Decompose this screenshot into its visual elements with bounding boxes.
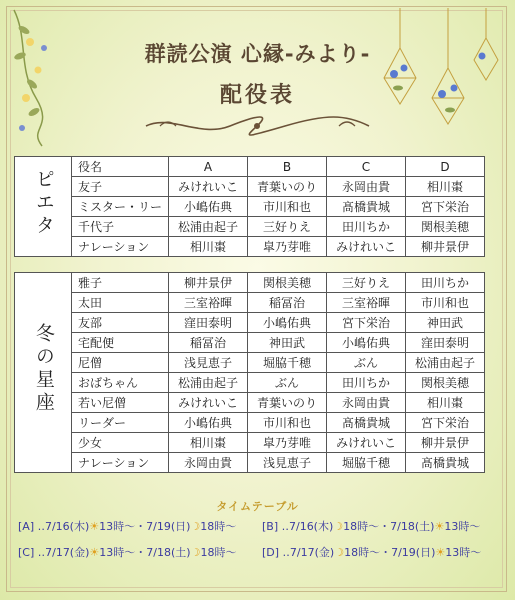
actor-cell: 髙橋貴城 bbox=[406, 453, 485, 473]
cast-header: C bbox=[327, 157, 406, 177]
actor-cell: 皐乃芽唯 bbox=[248, 433, 327, 453]
table-row bbox=[15, 353, 485, 373]
actor-cell: みけれいこ bbox=[169, 177, 248, 197]
sun-icon: ☀ bbox=[89, 520, 100, 533]
table-row bbox=[15, 293, 485, 313]
group-label-pieta bbox=[15, 157, 72, 257]
actor-cell: 窪田泰明 bbox=[406, 333, 485, 353]
table-row bbox=[15, 217, 485, 237]
actor-cell: 相川棗 bbox=[406, 393, 485, 413]
role-name: リーダー bbox=[72, 413, 169, 433]
group-label-text: ピエタ bbox=[32, 168, 55, 238]
slot-label: [B] bbox=[262, 520, 279, 533]
role-name: 友部 bbox=[72, 313, 169, 333]
slot-separator: ・ bbox=[135, 546, 147, 559]
table-row bbox=[15, 237, 485, 257]
role-name: ナレーション bbox=[72, 237, 169, 257]
timetable-title: タイムテーブル bbox=[216, 500, 299, 513]
schedule-slot-d: [D] ‥7/17(金)☽18時～・7/19(日)☀13時～ bbox=[262, 546, 482, 559]
moon-icon: ☽ bbox=[334, 546, 345, 559]
actor-cell: 稲冨治 bbox=[169, 333, 248, 353]
role-name: 宅配便 bbox=[72, 333, 169, 353]
actor-cell: みけれいこ bbox=[327, 237, 406, 257]
actor-cell: 関根美穂 bbox=[406, 217, 485, 237]
schedule-slot-a: [A] ‥7/16(木)☀13時～・7/19(日)☽18時～ bbox=[18, 520, 237, 533]
table-row bbox=[15, 433, 485, 453]
actor-cell: みけれいこ bbox=[327, 433, 406, 453]
actor-cell: 関根美穂 bbox=[406, 373, 485, 393]
table-row bbox=[15, 177, 485, 197]
role-name: 少女 bbox=[72, 433, 169, 453]
actor-cell: 永岡由貴 bbox=[169, 453, 248, 473]
role-name: 尼僧 bbox=[72, 353, 169, 373]
actor-cell: 神田武 bbox=[248, 333, 327, 353]
schedule-slot-b: [B] ‥7/16(木)☽18時～・7/18(土)☀13時～ bbox=[262, 520, 481, 533]
table-row bbox=[15, 393, 485, 413]
actor-cell: 田川ちか bbox=[406, 273, 485, 293]
actor-cell: 青葉いのり bbox=[248, 393, 327, 413]
table-row bbox=[15, 313, 485, 333]
scroll-divider-decoration bbox=[140, 112, 375, 140]
slot-separator: ・ bbox=[135, 520, 147, 533]
actor-cell: 市川和也 bbox=[248, 413, 327, 433]
actor-cell: 市川和也 bbox=[406, 293, 485, 313]
role-name: 太田 bbox=[72, 293, 169, 313]
actor-cell: 小嶋佑典 bbox=[169, 197, 248, 217]
slot-date: 7/18(土) bbox=[146, 546, 191, 559]
slot-label: [D] bbox=[262, 546, 280, 559]
actor-cell: 髙橋貴城 bbox=[327, 197, 406, 217]
slot-time: 18時～ bbox=[200, 520, 237, 533]
slot-time: 13時～ bbox=[444, 520, 481, 533]
actor-cell: 窪田泰明 bbox=[169, 313, 248, 333]
table-row bbox=[15, 273, 485, 293]
slot-date: 7/18(土) bbox=[390, 520, 435, 533]
moon-icon: ☽ bbox=[190, 520, 201, 533]
role-name: ミスター・リー bbox=[72, 197, 169, 217]
role-name: 友子 bbox=[72, 177, 169, 197]
actor-cell: 相川棗 bbox=[169, 433, 248, 453]
table-row bbox=[15, 413, 485, 433]
actor-cell: 松浦由起子 bbox=[406, 353, 485, 373]
sun-icon: ☀ bbox=[435, 546, 446, 559]
actor-cell: 堀脇千穂 bbox=[248, 353, 327, 373]
actor-cell: 浅見恵子 bbox=[169, 353, 248, 373]
actor-cell: 小嶋佑典 bbox=[248, 313, 327, 333]
actor-cell: 田川ちか bbox=[327, 373, 406, 393]
slot-label: [C] bbox=[18, 546, 35, 559]
page-subtitle: 配役表 bbox=[219, 83, 295, 108]
cast-header: B bbox=[248, 157, 327, 177]
table-row bbox=[15, 373, 485, 393]
slot-date: 7/16(木) bbox=[288, 520, 334, 533]
cast-header: A bbox=[169, 157, 248, 177]
group-label-fuyu-no-seiza bbox=[15, 273, 72, 473]
actor-cell: 柳井景伊 bbox=[406, 433, 485, 453]
slot-time: 18時～ bbox=[343, 520, 380, 533]
schedule-slot-c: [C] ‥7/17(金)☀13時～・7/18(土)☽18時～ bbox=[18, 546, 237, 559]
actor-cell: 宮下栄治 bbox=[327, 313, 406, 333]
group-label-text: 冬の星座 bbox=[32, 323, 55, 416]
actor-cell: 永岡由貴 bbox=[327, 177, 406, 197]
role-name: おばちゃん bbox=[72, 373, 169, 393]
actor-cell: 三室裕暉 bbox=[169, 293, 248, 313]
actor-cell: 関根美穂 bbox=[248, 273, 327, 293]
sun-icon: ☀ bbox=[434, 520, 445, 533]
role-name: 雅子 bbox=[72, 273, 169, 293]
slot-separator: ・ bbox=[379, 520, 391, 533]
actor-cell: 皐乃芽唯 bbox=[248, 237, 327, 257]
role-header: 役名 bbox=[72, 157, 169, 177]
cast-table-pieta bbox=[14, 156, 485, 257]
actor-cell: 浅見恵子 bbox=[248, 453, 327, 473]
actor-cell: 三室裕暉 bbox=[327, 293, 406, 313]
table-row bbox=[15, 197, 485, 217]
actor-cell: 松浦由起子 bbox=[169, 373, 248, 393]
slot-time: 18時～ bbox=[344, 546, 381, 559]
actor-cell: 相川棗 bbox=[406, 177, 485, 197]
role-name: 若い尼僧 bbox=[72, 393, 169, 413]
slot-date: 7/19(日) bbox=[391, 546, 436, 559]
slot-separator: ・ bbox=[380, 546, 392, 559]
slot-time: 18時～ bbox=[200, 546, 237, 559]
actor-cell: 市川和也 bbox=[248, 197, 327, 217]
page-title: 群読公演 心縁-みより- bbox=[144, 42, 371, 66]
actor-cell: 宮下栄治 bbox=[406, 413, 485, 433]
slot-label: [A] bbox=[18, 520, 35, 533]
actor-cell: ぶん bbox=[327, 353, 406, 373]
slot-date: 7/17(金) bbox=[45, 546, 90, 559]
actor-cell: 青葉いのり bbox=[248, 177, 327, 197]
actor-cell: 堀脇千穂 bbox=[327, 453, 406, 473]
slot-time: 13時～ bbox=[445, 546, 482, 559]
actor-cell: 相川棗 bbox=[169, 237, 248, 257]
slot-time: 13時～ bbox=[99, 546, 136, 559]
slot-date: 7/16(木) bbox=[44, 520, 90, 533]
slot-time: 13時～ bbox=[99, 520, 136, 533]
actor-cell: みけれいこ bbox=[169, 393, 248, 413]
actor-cell: 小嶋佑典 bbox=[327, 333, 406, 353]
actor-cell: 髙橋貴城 bbox=[327, 413, 406, 433]
role-name: 千代子 bbox=[72, 217, 169, 237]
actor-cell: 田川ちか bbox=[327, 217, 406, 237]
cast-header: D bbox=[406, 157, 485, 177]
actor-cell: 柳井景伊 bbox=[169, 273, 248, 293]
role-name: ナレーション bbox=[72, 453, 169, 473]
actor-cell: 永岡由貴 bbox=[327, 393, 406, 413]
moon-icon: ☽ bbox=[333, 520, 344, 533]
actor-cell: 小嶋佑典 bbox=[169, 413, 248, 433]
table-row bbox=[15, 333, 485, 353]
actor-cell: 神田武 bbox=[406, 313, 485, 333]
slot-date: 7/17(金) bbox=[289, 546, 335, 559]
actor-cell: 宮下栄治 bbox=[406, 197, 485, 217]
actor-cell: 三好りえ bbox=[248, 217, 327, 237]
actor-cell: 松浦由起子 bbox=[169, 217, 248, 237]
actor-cell: 三好りえ bbox=[327, 273, 406, 293]
actor-cell: 柳井景伊 bbox=[406, 237, 485, 257]
sun-icon: ☀ bbox=[89, 546, 100, 559]
table-header-row bbox=[15, 157, 485, 177]
cast-table-fuyu-no-seiza bbox=[14, 272, 485, 473]
actor-cell: ぶん bbox=[248, 373, 327, 393]
table-row bbox=[15, 453, 485, 473]
slot-date: 7/19(日) bbox=[146, 520, 191, 533]
actor-cell: 稲冨治 bbox=[248, 293, 327, 313]
moon-icon: ☽ bbox=[190, 546, 201, 559]
